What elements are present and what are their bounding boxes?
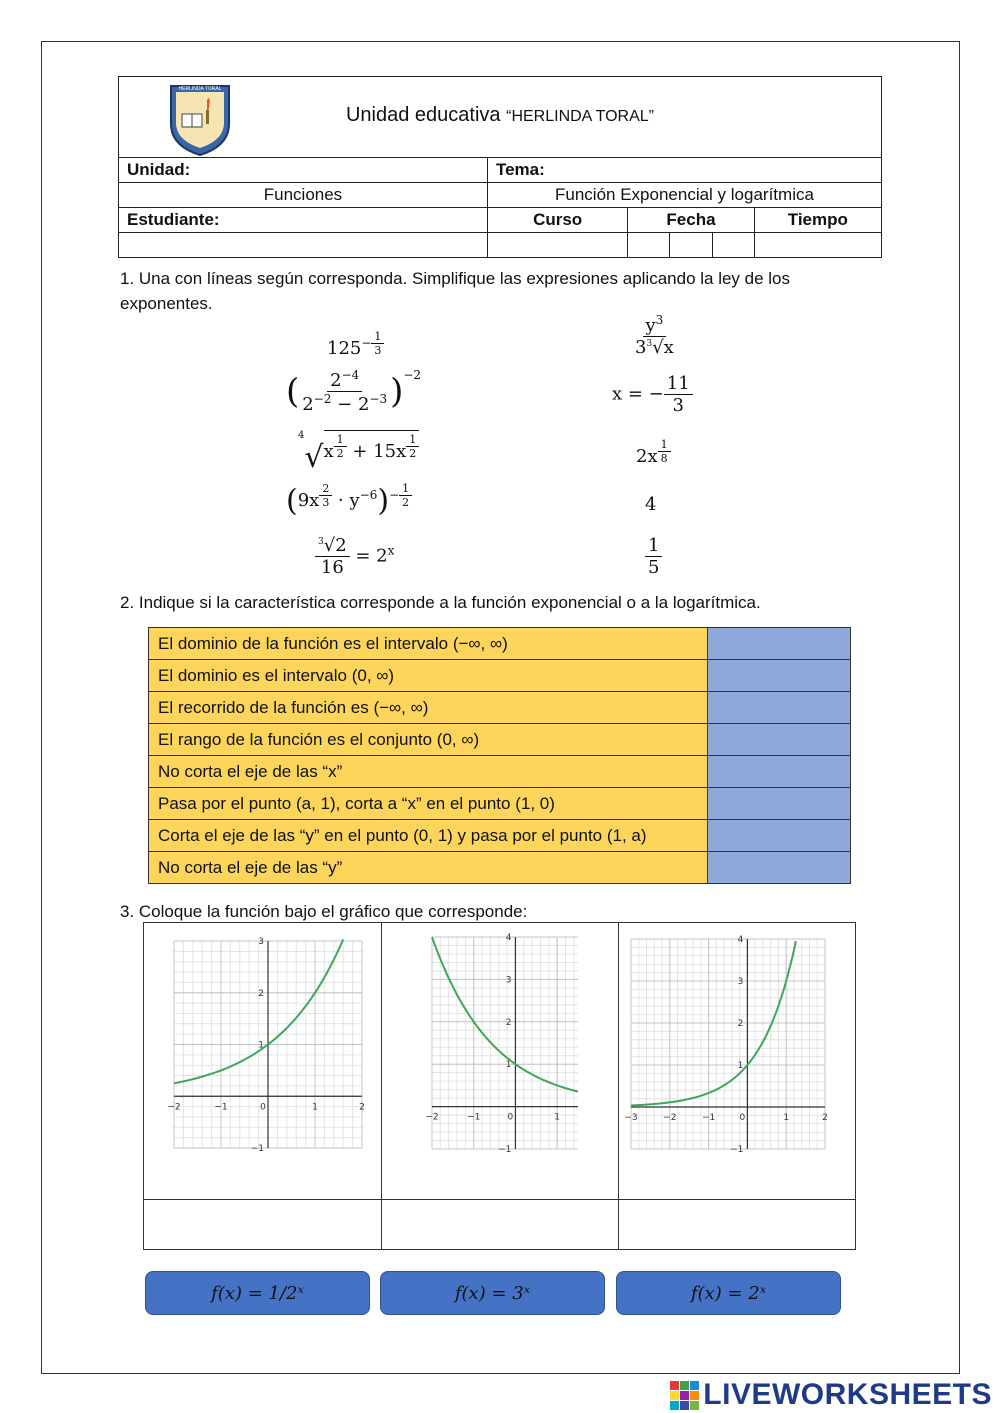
option-two-power[interactable]: f(x) = 2ˣ xyxy=(616,1271,841,1315)
unidad-value: Funciones xyxy=(119,183,488,208)
y-tick-label: 2 xyxy=(737,1019,744,1029)
expr-left-4[interactable]: (9x $^{\frac{2}{3}}$ · $y^{-6})^{- \frac{1}{2}}$ xyxy=(286,482,412,519)
q2-answer-2[interactable] xyxy=(708,660,851,692)
liveworksheets-logo xyxy=(670,1378,992,1412)
q2-row-8: No corta el eje de las “y” xyxy=(149,852,708,884)
brand-square xyxy=(690,1401,699,1410)
drop-zone-2[interactable] xyxy=(382,1200,619,1250)
title-cell xyxy=(119,77,882,158)
brand-square xyxy=(680,1381,689,1390)
q1-text: 1. Una con líneas según corresponda. Simplifique las expresiones aplicando la ley de los exponentes. xyxy=(120,269,791,313)
brand-name: LIVEWORKSHEETS xyxy=(703,1378,992,1411)
fecha-day-input[interactable] xyxy=(628,233,670,258)
drop-zone-3[interactable] xyxy=(619,1200,856,1250)
graph-cell-2 xyxy=(382,923,619,1200)
brand-square xyxy=(680,1391,689,1400)
school-quote: “HERLINDA TORAL” xyxy=(506,108,654,125)
y-tick-label: 3 xyxy=(505,975,512,986)
q2-row-7: Corta el eje de las “y” en el punto (0, 1) y pasa por el punto (1, a) xyxy=(149,820,708,852)
q2-table xyxy=(148,627,851,884)
brand-square xyxy=(670,1391,679,1400)
q2-row-5: No corta el eje de las “x” xyxy=(149,756,708,788)
x-tick-label: −3 xyxy=(624,1113,638,1123)
graph-3 xyxy=(619,923,855,1194)
q2-row-2: El dominio es el intervalo (0, ∞) xyxy=(149,660,708,692)
x-tick-label: −1 xyxy=(214,1102,228,1113)
y-tick-label: 1 xyxy=(258,1040,264,1051)
option-half-power[interactable]: f(x) = 1/2ˣ xyxy=(145,1271,370,1315)
q2-row-3: El recorrido de la función es (−∞, ∞) xyxy=(149,692,708,724)
curso-input[interactable] xyxy=(487,233,627,258)
q2-row-6: Pasa por el punto (a, 1), corta a “x” en el punto (1, 0) xyxy=(149,788,708,820)
x-tick-label: −2 xyxy=(167,1102,181,1113)
graph-cell-1 xyxy=(144,923,382,1200)
brand-square xyxy=(670,1401,679,1410)
expr-left-3[interactable]: $^4$√x $^{\frac{1}{2}}$ + 15x $^{\frac{1}{2}}$ xyxy=(298,430,419,475)
curso-label: Curso xyxy=(487,208,627,233)
school-name: Unidad educativa xyxy=(345,104,501,126)
drop-zone-1[interactable] xyxy=(144,1200,382,1250)
q3-graph-table xyxy=(143,922,856,1250)
y-tick-label: −1 xyxy=(730,1145,744,1155)
school-title xyxy=(119,104,881,127)
x-tick-label: 2 xyxy=(359,1102,365,1113)
q2-answer-5[interactable] xyxy=(708,756,851,788)
y-tick-label: −1 xyxy=(250,1144,264,1154)
expr-right-4[interactable]: 4 xyxy=(645,494,657,515)
y-tick-label: 4 xyxy=(737,935,744,945)
y-tick-label: 3 xyxy=(258,937,264,947)
x-tick-label: −1 xyxy=(467,1112,481,1123)
graph-1 xyxy=(144,923,381,1194)
brand-square xyxy=(690,1381,699,1390)
header-table xyxy=(118,76,882,258)
x-tick-label: −2 xyxy=(663,1113,677,1123)
brand-square xyxy=(680,1401,689,1410)
tiempo-label: Tiempo xyxy=(754,208,881,233)
expr-right-2[interactable]: x = − $\frac{11}{3}$ xyxy=(612,373,693,416)
x-tick-label: 0 xyxy=(739,1113,746,1123)
q2-answer-7[interactable] xyxy=(708,820,851,852)
brand-icon xyxy=(670,1381,699,1410)
expr-left-2[interactable]: ( $\frac{2^{-4}}{2^{-2} - 2^{-3}}$ )$^{-2}$ xyxy=(286,368,422,415)
q2-answer-8[interactable] xyxy=(708,852,851,884)
q2-row-1: El dominio de la función es el intervalo (−∞, ∞) xyxy=(149,628,708,660)
q2-answer-6[interactable] xyxy=(708,788,851,820)
option-three-power[interactable]: f(x) = 3ˣ xyxy=(380,1271,605,1315)
fecha-month-input[interactable] xyxy=(670,233,712,258)
expr-right-5[interactable]: $\frac{1}{5}$ xyxy=(645,535,662,578)
logo-text: HERLINDA TORAL xyxy=(178,86,222,92)
unidad-label: Unidad: xyxy=(119,158,488,183)
expr-left-5[interactable]: $\frac{^3√2}{16}$ = $2^x$ xyxy=(315,535,394,578)
fecha-year-input[interactable] xyxy=(712,233,754,258)
y-tick-label: 2 xyxy=(258,988,264,999)
x-tick-label: −2 xyxy=(425,1112,439,1123)
q2-answer-4[interactable] xyxy=(708,724,851,756)
brand-square xyxy=(690,1391,699,1400)
x-tick-label: 1 xyxy=(312,1102,318,1113)
y-tick-label: −1 xyxy=(498,1145,512,1155)
q2-text: 2. Indique si la característica corresponde a la función exponencial o a la logarítmica. xyxy=(120,593,761,612)
q2-row-4: El rango de la función es el conjunto (0, ∞) xyxy=(149,724,708,756)
x-tick-label: 1 xyxy=(554,1112,561,1123)
expr-right-3[interactable]: 2x $^{\frac{1}{8}}$ xyxy=(636,438,671,467)
q2-answer-1[interactable] xyxy=(708,628,851,660)
tema-value: Función Exponencial y logarítmica xyxy=(487,183,881,208)
estudiante-label: Estudiante: xyxy=(119,208,488,233)
graph-cell-3 xyxy=(619,923,856,1200)
graph-2 xyxy=(382,923,618,1194)
fecha-label: Fecha xyxy=(628,208,754,233)
x-tick-label: 2 xyxy=(822,1113,828,1123)
y-tick-label: 4 xyxy=(505,933,512,943)
x-tick-label: 0 xyxy=(260,1102,266,1113)
estudiante-input[interactable] xyxy=(119,233,488,258)
y-tick-label: 3 xyxy=(737,977,744,987)
tema-label: Tema: xyxy=(487,158,881,183)
x-tick-label: 0 xyxy=(507,1112,514,1123)
expr-left-1[interactable]: $125^{- \frac{1}{3}}$ xyxy=(327,330,384,359)
x-tick-label: −1 xyxy=(701,1113,716,1123)
expr-right-1[interactable]: $\frac{y^3}{3^3√x}$ xyxy=(635,313,674,358)
y-tick-label: 2 xyxy=(505,1017,512,1028)
q2-answer-3[interactable] xyxy=(708,692,851,724)
y-tick-label: 1 xyxy=(737,1061,744,1071)
q3-text: 3. Coloque la función bajo el gráfico que corresponde: xyxy=(120,902,528,921)
tiempo-input[interactable] xyxy=(754,233,881,258)
brand-square xyxy=(670,1381,679,1390)
y-tick-label: 1 xyxy=(505,1060,512,1071)
x-tick-label: 1 xyxy=(783,1113,790,1123)
